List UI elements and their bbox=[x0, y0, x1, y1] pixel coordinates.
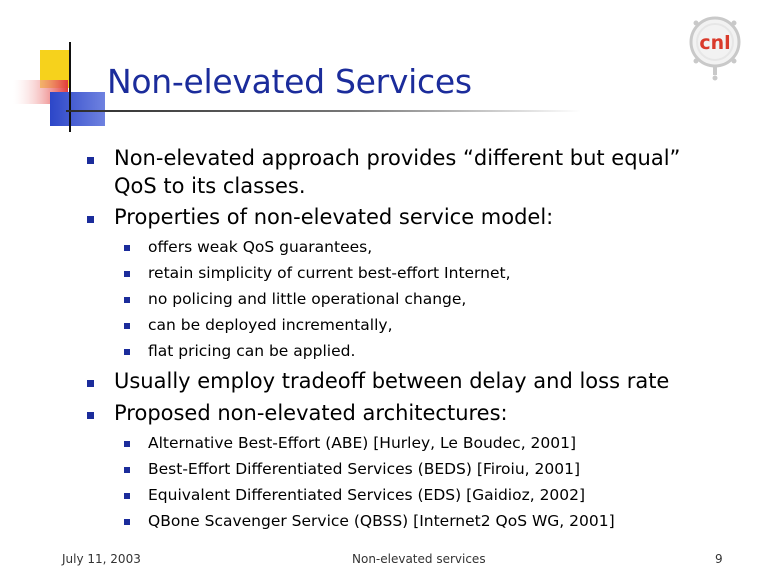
sub-bullet-item: can be deployed incrementally, bbox=[148, 316, 393, 334]
bullet-item: Usually employ tradeoff between delay and loss rate bbox=[114, 369, 670, 393]
sub-bullet-item: Equivalent Differentiated Services (EDS) [Gaidioz, 2002] bbox=[148, 486, 586, 504]
bullet-item: Properties of non-elevated service model: bbox=[114, 205, 554, 229]
bullet-item: Proposed non-elevated architectures: bbox=[114, 401, 508, 425]
footer-date: July 11, 2003 bbox=[62, 552, 141, 566]
sub-bullet-marker bbox=[124, 245, 130, 251]
sub-bullet-item: QBone Scavenger Service (QBSS) [Internet2 QoS WG, 2001] bbox=[148, 512, 615, 530]
title-divider bbox=[66, 110, 581, 112]
bullet-item-continuation: QoS to its classes. bbox=[114, 174, 306, 198]
slide-title: Non-elevated Services bbox=[107, 62, 472, 101]
page-number: 9 bbox=[715, 552, 723, 566]
sub-bullet-item: flat pricing can be applied. bbox=[148, 342, 356, 360]
bullet-item: Non-elevated approach provides “different but equal” bbox=[114, 146, 681, 170]
sub-bullet-item: Alternative Best-Effort (ABE) [Hurley, Le Boudec, 2001] bbox=[148, 434, 577, 452]
cnl-logo-icon bbox=[686, 14, 744, 82]
sub-bullet-marker bbox=[124, 441, 130, 447]
sub-bullet-item: offers weak QoS guarantees, bbox=[148, 238, 373, 256]
sub-bullet-item: retain simplicity of current best-effort Internet, bbox=[148, 264, 511, 282]
bullet-marker bbox=[87, 380, 94, 387]
sub-bullet-marker bbox=[124, 467, 130, 473]
logo-text: cnl bbox=[699, 32, 731, 54]
sub-bullet-item: no policing and little operational change, bbox=[148, 290, 467, 308]
bullet-marker bbox=[87, 157, 94, 164]
sub-bullet-marker bbox=[124, 297, 130, 303]
sub-bullet-marker bbox=[124, 493, 130, 499]
sub-bullet-marker bbox=[124, 271, 130, 277]
bullet-marker bbox=[87, 412, 94, 419]
bullet-marker bbox=[87, 216, 94, 223]
sub-bullet-marker bbox=[124, 323, 130, 329]
sub-bullet-marker bbox=[124, 519, 130, 525]
decorative-squares bbox=[0, 0, 110, 135]
footer-title: Non-elevated services bbox=[352, 552, 486, 566]
sub-bullet-item: Best-Effort Differentiated Services (BEDS) [Firoiu, 2001] bbox=[148, 460, 581, 478]
sub-bullet-marker bbox=[124, 349, 130, 355]
